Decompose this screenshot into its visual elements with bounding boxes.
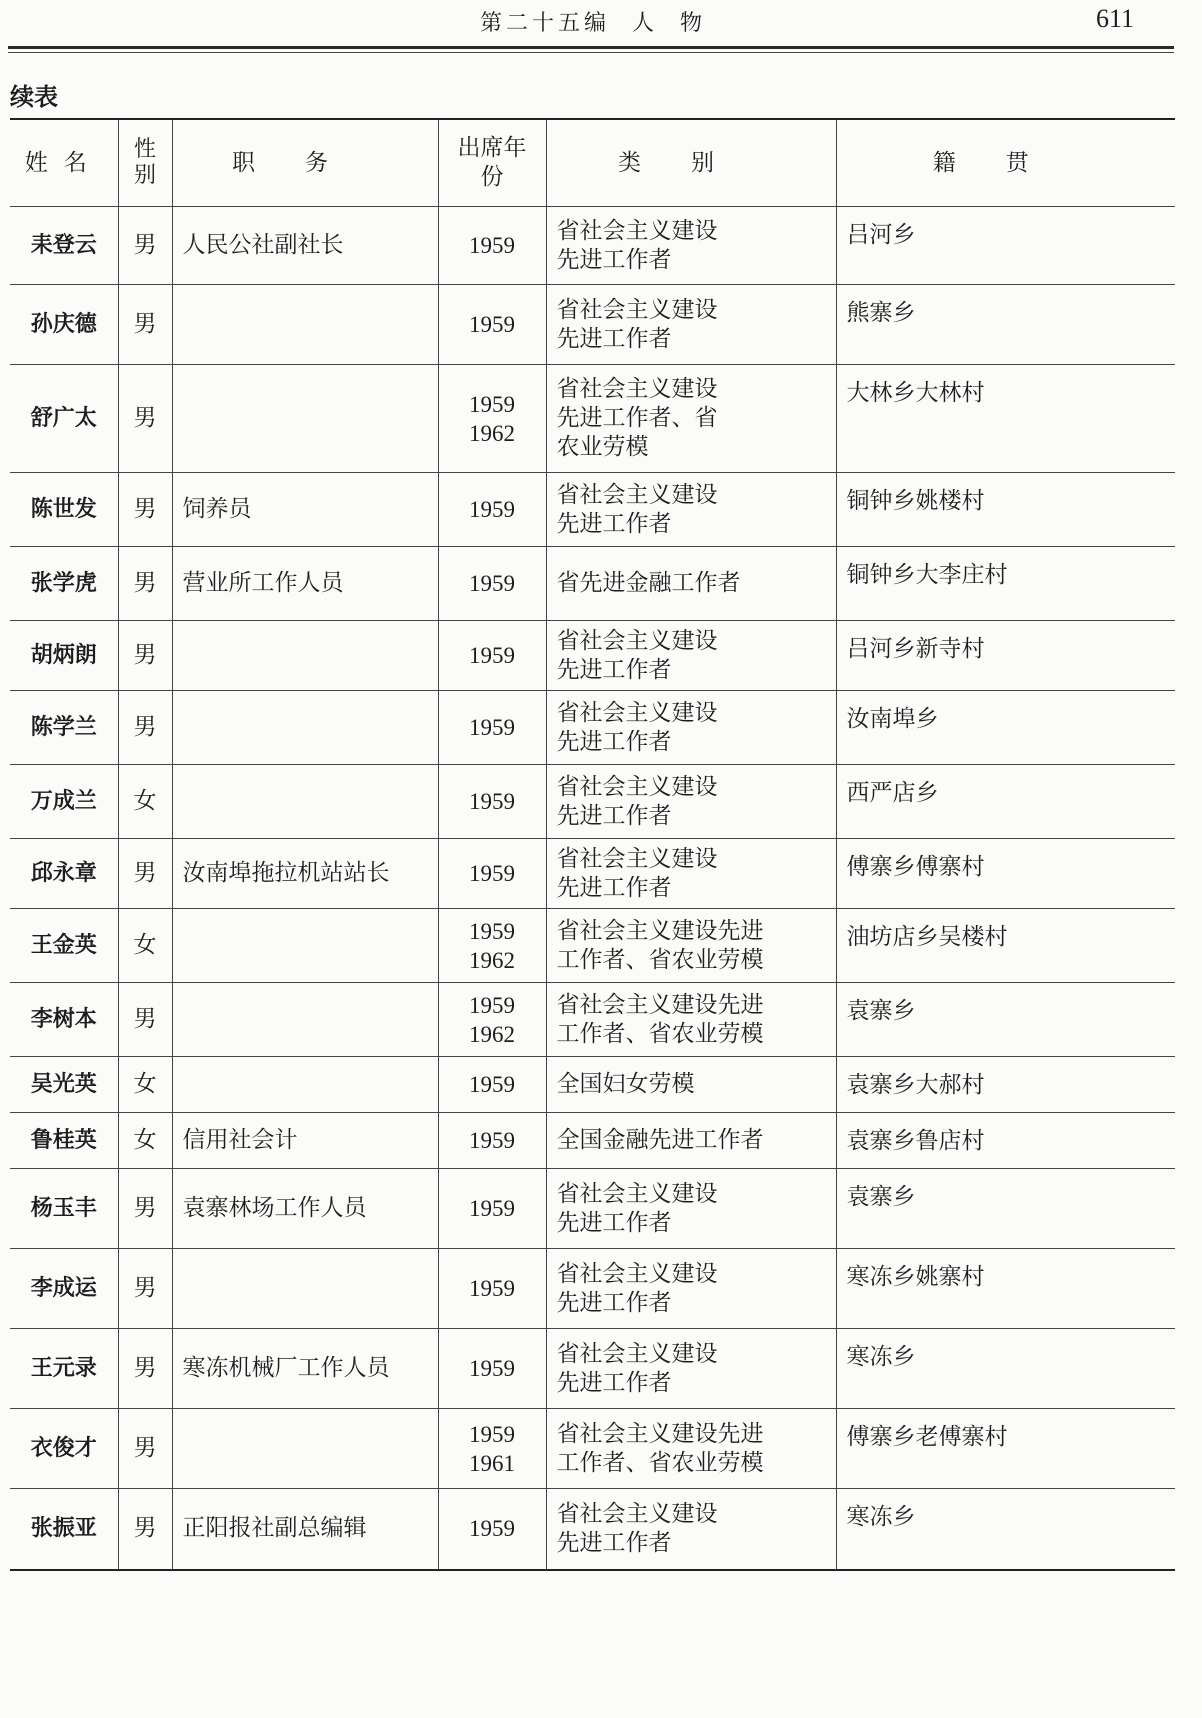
table-header-row — [10, 120, 1175, 207]
cell-category-line: 先进工作者 — [556, 802, 672, 829]
cell-gender: 男 — [118, 1249, 172, 1329]
cell-year-line: 1962 — [469, 947, 515, 973]
cell-category-line: 全国金融先进工作者 — [556, 1127, 764, 1153]
cell-category-line: 全国妇女劳模 — [556, 1071, 695, 1097]
cell-category-line: 先进工作者、省 — [556, 405, 718, 431]
cell-category-line: 省社会主义建设 — [556, 217, 718, 244]
cell-duty — [172, 983, 438, 1057]
cell-year-line: 1959 — [469, 1072, 515, 1097]
cell-duty — [172, 1409, 438, 1489]
cell-origin: 傅寨乡老傅寨村 — [836, 1409, 1175, 1489]
cell-year — [438, 207, 546, 285]
cell-gender: 女 — [118, 765, 172, 839]
cell-category-line: 先进工作者 — [556, 325, 672, 352]
cell-category-line: 先进工作者 — [556, 510, 672, 537]
cell-year-line: 1959 — [469, 1196, 515, 1221]
cell-year — [438, 909, 546, 983]
cell-name: 孙庆德 — [10, 285, 118, 365]
table-row — [10, 1249, 1175, 1329]
cell-category — [546, 1113, 836, 1169]
cell-category — [546, 1329, 836, 1409]
cell-name: 吴光英 — [10, 1057, 118, 1113]
cell-gender: 男 — [118, 547, 172, 621]
cell-gender: 男 — [118, 207, 172, 285]
cell-name: 陈学兰 — [10, 691, 118, 765]
cell-gender: 男 — [118, 1329, 172, 1409]
cell-category-line: 省社会主义建设 — [556, 1180, 718, 1207]
continued-table-label: 续表 — [10, 82, 58, 111]
cell-category — [546, 285, 836, 365]
cell-duty: 信用社会计 — [172, 1113, 438, 1169]
cell-year-line: 1959 — [469, 571, 515, 596]
cell-category-line: 省社会主义建设 — [556, 1340, 718, 1367]
cell-duty: 人民公社副社长 — [172, 207, 438, 285]
cell-year-line: 1959 — [469, 497, 515, 522]
cell-origin: 大林乡大林村 — [836, 365, 1175, 473]
cell-name: 杨玉丰 — [10, 1169, 118, 1249]
table-row — [10, 207, 1175, 285]
cell-category-line: 工作者、省农业劳模 — [556, 946, 764, 973]
table-row — [10, 621, 1175, 691]
cell-gender: 男 — [118, 285, 172, 365]
column-header-name: 姓名 — [10, 120, 118, 207]
cell-origin: 寒冻乡 — [836, 1329, 1175, 1409]
cell-category-line: 先进工作者 — [556, 656, 672, 683]
cell-category-line: 省社会主义建设 — [556, 296, 718, 323]
cell-year — [438, 1409, 546, 1489]
cell-category-line: 省社会主义建设 — [556, 627, 718, 654]
table-row — [10, 1057, 1175, 1113]
cell-year-line: 1959 — [469, 233, 515, 258]
column-header-category: 类别 — [546, 120, 836, 207]
cell-category-line: 省社会主义建设 — [556, 699, 718, 726]
column-header-duty: 职务 — [172, 120, 438, 207]
cell-gender: 女 — [118, 1057, 172, 1113]
cell-category — [546, 1249, 836, 1329]
cell-year-line: 1959 — [469, 1356, 515, 1381]
cell-year-line: 1961 — [469, 1450, 515, 1476]
cell-name: 王元录 — [10, 1329, 118, 1409]
chapter-title: 第二十五编 人 物 — [480, 11, 706, 36]
page-number: 611 — [1096, 4, 1135, 33]
cell-year — [438, 473, 546, 547]
cell-category — [546, 207, 836, 285]
cell-origin: 袁寨乡鲁店村 — [836, 1113, 1175, 1169]
cell-category-line: 工作者、省农业劳模 — [556, 1020, 764, 1047]
cell-origin: 袁寨乡 — [836, 983, 1175, 1057]
cell-gender: 男 — [118, 621, 172, 691]
cell-category-line: 省社会主义建设先进 — [556, 991, 764, 1018]
table-row — [10, 285, 1175, 365]
cell-year — [438, 365, 546, 473]
cell-gender: 男 — [118, 1489, 172, 1569]
cell-year — [438, 1249, 546, 1329]
cell-category-line: 先进工作者 — [556, 246, 672, 273]
cell-category — [546, 1169, 836, 1249]
cell-category-line: 先进工作者 — [556, 1529, 672, 1556]
cell-name: 李成运 — [10, 1249, 118, 1329]
cell-year-line: 1959 — [469, 918, 515, 944]
cell-category — [546, 365, 836, 473]
cell-year-line: 1959 — [469, 1421, 515, 1447]
cell-gender: 男 — [118, 1169, 172, 1249]
cell-origin: 油坊店乡吴楼村 — [836, 909, 1175, 983]
cell-origin: 寒冻乡 — [846, 1504, 916, 1530]
cell-category — [546, 621, 836, 691]
cell-name: 万成兰 — [10, 765, 118, 839]
cell-year-line: 1959 — [469, 312, 515, 337]
cell-duty: 营业所工作人员 — [172, 547, 438, 621]
cell-category — [546, 547, 836, 621]
cell-year — [438, 1057, 546, 1113]
honorees-table — [10, 118, 1175, 1571]
cell-category-line: 省社会主义建设 — [556, 1500, 718, 1527]
cell-category — [546, 473, 836, 547]
cell-duty — [172, 691, 438, 765]
cell-duty — [172, 765, 438, 839]
cell-year-line: 1959 — [469, 643, 515, 668]
cell-origin: 铜钟乡大李庄村 — [836, 547, 1175, 621]
table-row — [10, 691, 1175, 765]
cell-gender: 女 — [118, 909, 172, 983]
cell-category — [546, 909, 836, 983]
cell-name: 张振亚 — [10, 1489, 118, 1569]
cell-gender: 男 — [118, 365, 172, 473]
cell-duty — [172, 1249, 438, 1329]
cell-category-line: 省社会主义建设先进 — [556, 1420, 764, 1447]
cell-category — [546, 1409, 836, 1489]
column-header-gender-line-1: 性 — [133, 137, 156, 162]
cell-category — [546, 691, 836, 765]
cell-category — [546, 765, 836, 839]
cell-year-line: 1959 — [469, 789, 515, 814]
table-row — [10, 1489, 1175, 1569]
cell-year-line: 1959 — [469, 992, 515, 1018]
cell-year — [438, 1489, 546, 1569]
cell-name: 李树本 — [10, 983, 118, 1057]
cell-year-line: 1959 — [469, 1516, 515, 1542]
cell-year — [438, 285, 546, 365]
table-row — [10, 1409, 1175, 1489]
cell-year — [438, 765, 546, 839]
cell-duty: 袁寨林场工作人员 — [172, 1169, 438, 1249]
cell-duty: 正阳报社副总编辑 — [172, 1489, 438, 1569]
cell-name: 耒登云 — [10, 207, 118, 285]
cell-category — [546, 1489, 836, 1569]
cell-category-line: 省社会主义建设 — [556, 845, 718, 872]
cell-category-line: 先进工作者 — [556, 728, 672, 755]
cell-category-line: 省社会主义建设 — [556, 1260, 718, 1287]
cell-year-line: 1962 — [469, 420, 515, 446]
cell-year — [438, 983, 546, 1057]
cell-year — [438, 1169, 546, 1249]
cell-name: 衣俊才 — [10, 1409, 118, 1489]
cell-category-line: 先进工作者 — [556, 1289, 672, 1316]
column-header-gender-line-2: 别 — [133, 163, 156, 188]
cell-origin: 袁寨乡 — [836, 1169, 1175, 1249]
cell-name: 舒广太 — [10, 365, 118, 473]
cell-name: 胡炳朗 — [10, 621, 118, 691]
cell-name: 邱永章 — [10, 839, 118, 909]
cell-origin: 铜钟乡姚楼村 — [836, 473, 1175, 547]
cell-gender: 男 — [118, 1409, 172, 1489]
table-row — [10, 1329, 1175, 1409]
cell-duty — [172, 285, 438, 365]
header-rule-thin — [8, 52, 1174, 53]
cell-duty — [172, 365, 438, 473]
cell-origin: 袁寨乡大郝村 — [836, 1057, 1175, 1113]
cell-duty — [172, 909, 438, 983]
cell-year-line: 1962 — [469, 1021, 515, 1047]
cell-category-line: 省先进金融工作者 — [556, 570, 741, 596]
cell-year-line: 1959 — [469, 715, 515, 740]
page-header — [0, 0, 1202, 58]
table-row — [10, 839, 1175, 909]
cell-category-line: 先进工作者 — [556, 1209, 672, 1236]
cell-origin: 寒冻乡姚寨村 — [836, 1249, 1175, 1329]
column-header-origin: 籍贯 — [836, 120, 1175, 207]
cell-year-line: 1959 — [469, 1128, 515, 1153]
cell-duty: 汝南埠拖拉机站站长 — [172, 839, 438, 909]
cell-name: 王金英 — [10, 909, 118, 983]
cell-category-line: 省社会主义建设 — [556, 376, 718, 402]
cell-origin: 熊寨乡 — [836, 285, 1175, 365]
cell-category-line: 先进工作者 — [556, 1369, 672, 1396]
cell-duty — [172, 621, 438, 691]
cell-category-line: 省社会主义建设 — [556, 481, 718, 508]
cell-year — [438, 1329, 546, 1409]
table-row — [10, 909, 1175, 983]
cell-year — [438, 1113, 546, 1169]
column-header-gender — [118, 120, 172, 207]
cell-year — [438, 547, 546, 621]
cell-origin: 西严店乡 — [836, 765, 1175, 839]
cell-name: 鲁桂英 — [10, 1113, 118, 1169]
cell-category — [546, 1057, 836, 1113]
cell-year-line: 1959 — [469, 861, 515, 886]
cell-origin: 汝南埠乡 — [836, 691, 1175, 765]
table-row — [10, 1169, 1175, 1249]
cell-year-line: 1959 — [469, 1276, 515, 1301]
table-row — [10, 473, 1175, 547]
cell-name: 陈世发 — [10, 473, 118, 547]
cell-duty: 饲养员 — [172, 473, 438, 547]
cell-origin: 吕河乡 — [836, 207, 1175, 285]
table-row — [10, 1113, 1175, 1169]
cell-origin: 吕河乡新寺村 — [836, 621, 1175, 691]
cell-year-line: 1959 — [469, 391, 515, 417]
table-row — [10, 547, 1175, 621]
cell-origin: 傅寨乡傅寨村 — [836, 839, 1175, 909]
cell-gender: 男 — [118, 473, 172, 547]
table-row — [10, 983, 1175, 1057]
cell-category-line: 农业劳模 — [556, 434, 649, 460]
cell-category-line: 工作者、省农业劳模 — [556, 1449, 764, 1476]
table-row — [10, 765, 1175, 839]
column-header-year: 出席年份 — [438, 120, 546, 207]
cell-category-line: 省社会主义建设 — [556, 773, 718, 800]
cell-year — [438, 691, 546, 765]
cell-category-line: 省社会主义建设先进 — [556, 917, 764, 944]
cell-category — [546, 839, 836, 909]
header-rule-thick — [8, 46, 1174, 49]
cell-gender: 男 — [118, 983, 172, 1057]
cell-category-line: 先进工作者 — [556, 874, 672, 901]
cell-category — [546, 983, 836, 1057]
cell-gender: 男 — [118, 691, 172, 765]
cell-year — [438, 839, 546, 909]
cell-gender: 女 — [118, 1113, 172, 1169]
cell-year — [438, 621, 546, 691]
table-row — [10, 365, 1175, 473]
cell-duty — [172, 1057, 438, 1113]
cell-duty: 寒冻机械厂工作人员 — [172, 1329, 438, 1409]
cell-gender: 男 — [118, 839, 172, 909]
table-body — [10, 207, 1175, 1569]
cell-name: 张学虎 — [10, 547, 118, 621]
